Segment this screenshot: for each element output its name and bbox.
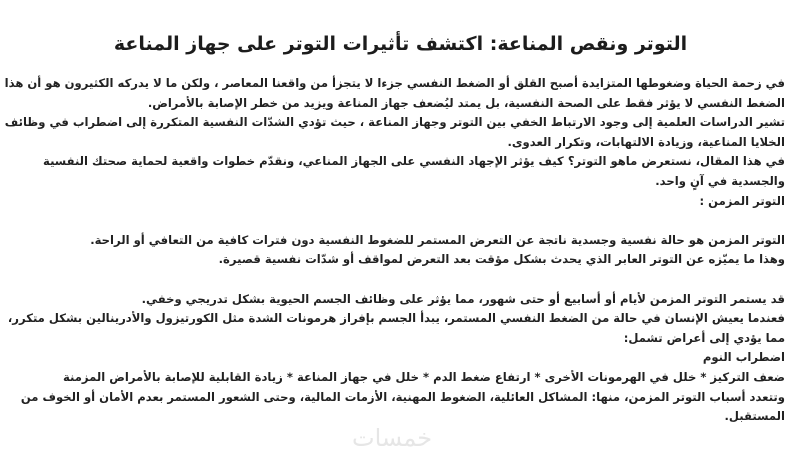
paragraph-line: في زحمة الحياة وضغوطها المتزايدة أصبح القلق أو الضغط النفسي جزءا لا يتجزأ من واقعنا المعاصر ، ولكن ما لا يدركه الكثيرون هو أن هذا xyxy=(4,76,785,90)
paragraph-line: في هذا المقال، نستعرض ماهو التوتر؟ كيف يؤثر الإجهاد النفسي على الجهاز المناعي، ونقدّم خطوات واقعية لحماية صحتك النفسية xyxy=(43,154,785,169)
paragraph-line: والجسدية في آنٍ واحد. xyxy=(655,173,785,188)
blank-line xyxy=(15,270,785,290)
paragraph-line: مما يؤدي إلى أعراض تشمل: xyxy=(623,330,785,345)
blank-line xyxy=(15,211,785,231)
paragraph-line: فعندما يعيش الإنسان في حالة من الضغط النفسي المستمر، يبدأ الجسم بإفراز هرمونات الشدة مثل الكورتيزول والأدرينالين بشكل متكرر، xyxy=(7,311,785,326)
section-heading-chronic-stress: التوتر المزمن : xyxy=(699,193,785,208)
symptom-list: ضعف التركيز * خلل في الهرمونات الأخرى * ارتفاع ضغط الدم * خلل في جهاز المناعة * زيادة القابلية للإصابة بالأمراض المزمنة xyxy=(62,369,785,384)
paragraph-line: التوتر المزمن هو حالة نفسية وجسدية ناتجة عن التعرض المستمر للضغوط النفسية دون فترات كافية من التعافي أو الراحة. xyxy=(90,232,785,247)
article-body xyxy=(4,74,785,427)
symptom-item: اضطراب النوم xyxy=(702,350,785,365)
article-title: التوتر ونقص المناعة: اكتشف تأثيرات التوتر على جهاز المناعة xyxy=(113,33,688,55)
paragraph-line: وهذا ما يميّزه عن التوتر العابر الذي يحدث بشكل مؤقت بعد التعرض لمواقف أو شدّات نفسية قصيرة. xyxy=(218,252,785,267)
paragraph-line: المستقبل. xyxy=(724,409,785,424)
paragraph-line: وتتعدد أسباب التوتر المزمن، منها: المشاكل العائلية، الضغوط المهنية، الأزمات المالية، وحتى الشعور المستمر بعدم الأمان أو الخوف من xyxy=(20,389,785,404)
paragraph-line: الضغط النفسي لا يؤثر فقط على الصحة النفسية، بل يمتد ليُضعف جهاز المناعة ويزيد من خطر الإصابة بالأمراض. xyxy=(147,95,785,110)
paragraph-line: تشير الدراسات العلمية إلى وجود الارتباط الخفي بين التوتر وجهاز المناعة ، حيث تؤدي الشدّات النفسية المتكررة إلى اضطراب في وظائف xyxy=(4,115,785,130)
paragraph-line: الخلايا المناعية، وزيادة الالتهابات، وتكرار العدوى. xyxy=(507,134,785,149)
paragraph-line: قد يستمر التوتر المزمن لأيام أو أسابيع أو حتى شهور، مما يؤثر على وظائف الجسم الحيوية بشكل تدريجي وخفي. xyxy=(141,291,785,306)
watermark-logo: خمسات xyxy=(352,424,433,452)
